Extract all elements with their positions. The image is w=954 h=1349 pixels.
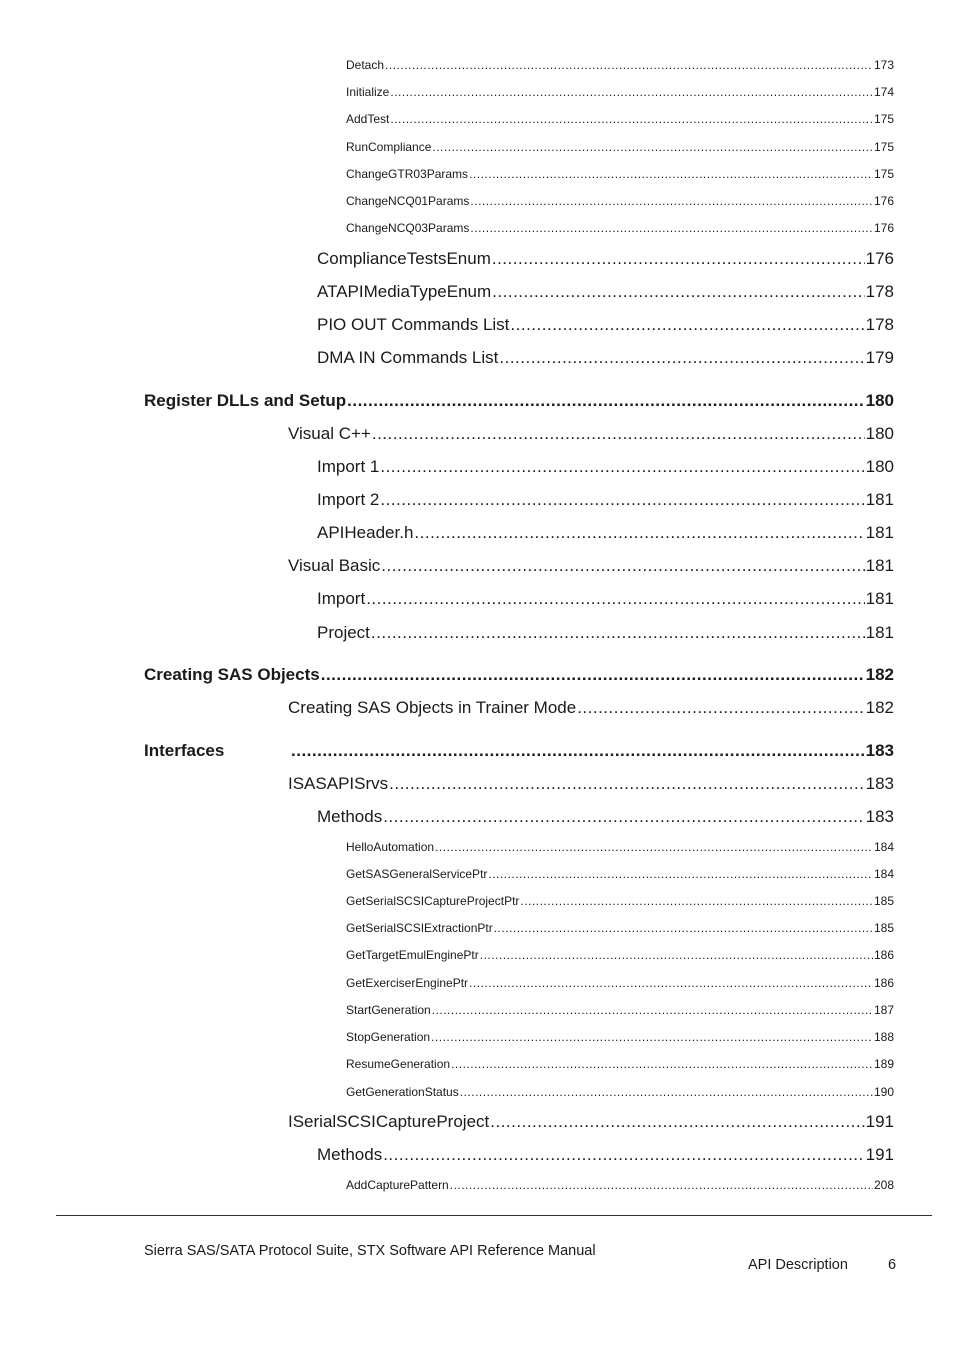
leader-dots [371,623,865,643]
leader-dots [380,490,864,510]
toc-entry[interactable] [317,249,894,269]
leader-dots [321,665,865,685]
toc-entry[interactable] [288,556,894,576]
leader-dots [389,774,864,794]
toc-entry[interactable] [346,1085,894,1099]
toc-entry[interactable] [346,840,894,854]
toc-entry-label: DMA IN Commands List [317,348,499,367]
toc-entry-page: 179 [865,348,894,367]
toc-entry-page: 176 [873,194,894,208]
leader-dots [432,140,873,154]
toc-entry[interactable] [317,1145,894,1165]
toc-entry[interactable] [317,623,894,643]
toc-chapter[interactable] [144,665,894,685]
toc-entry-page: 180 [865,424,894,443]
toc-entry-page: 174 [873,85,894,99]
toc-entry-page: 178 [865,282,894,301]
leader-dots [469,167,873,181]
toc-entry-label: Creating SAS Objects in Trainer Mode [288,698,577,717]
toc-entry[interactable] [288,774,894,794]
toc-entry[interactable] [317,490,894,510]
toc-entry-page: 180 [865,391,894,410]
toc-entry-label: Visual C++ [288,424,371,443]
toc-entry[interactable] [346,221,894,235]
toc-entry-label: Methods [317,1145,383,1164]
toc-entry[interactable] [346,976,894,990]
toc-entry-label: HelloAutomation [346,840,435,854]
toc-entry-page: 182 [865,698,894,717]
toc-entry-page: 181 [865,490,894,509]
leader-dots [470,221,873,235]
toc-entry[interactable] [317,315,894,335]
leader-dots [347,391,864,411]
leader-dots [469,976,873,990]
toc-entry-label: Detach [346,58,385,72]
toc-entry-page: 180 [865,457,894,476]
leader-dots [381,556,864,576]
leader-dots [520,894,873,908]
leader-dots [366,589,864,609]
toc-entry-label: GetTargetEmulEnginePtr [346,948,479,962]
toc-entry[interactable] [346,85,894,99]
leader-dots [435,840,873,854]
footer-divider [56,1215,932,1216]
toc-entry[interactable] [346,58,894,72]
toc-entry-label: StopGeneration [346,1030,431,1044]
toc-entry-label: GetSerialSCSIExtractionPtr [346,921,493,935]
toc-entry-page: 191 [865,1112,894,1131]
toc-entry-page: 191 [865,1145,894,1164]
toc-entry-label: AddCapturePattern [346,1178,449,1192]
toc-entry-page: 175 [873,140,894,154]
toc-entry-page: 208 [873,1178,894,1192]
toc-entry[interactable] [346,867,894,881]
toc-entry-label: RunCompliance [346,140,432,154]
leader-dots [492,249,865,269]
toc-entry[interactable] [317,589,894,609]
toc-entry-page: 184 [873,867,894,881]
toc-entry-page: 181 [865,556,894,575]
toc-entry-page: 181 [865,623,894,642]
toc-entry-label: Interfaces [144,741,225,760]
leader-dots [510,315,864,335]
toc-entry-page: 186 [873,976,894,990]
toc-entry-page: 183 [865,807,894,826]
toc-entry-label: ComplianceTestsEnum [317,249,491,268]
toc-entry-page: 190 [873,1085,894,1099]
toc-entry-page: 175 [873,167,894,181]
leader-dots [577,698,864,718]
footer-section-name: API Description [748,1257,848,1273]
leader-dots [383,1145,864,1165]
toc-entry-label: GetGenerationStatus [346,1085,459,1099]
leader-dots [480,948,873,962]
toc-entry[interactable] [317,348,894,368]
toc-entry-label: Register DLLs and Setup [144,391,347,410]
toc-entry-label: AddTest [346,112,390,126]
toc-entry[interactable] [317,282,894,302]
toc-entry-page: 187 [873,1003,894,1017]
toc-entry[interactable] [346,112,894,126]
toc-entry[interactable] [317,457,894,477]
toc-chapter[interactable] [144,391,894,411]
toc-entry[interactable] [346,140,894,154]
toc-entry-label: ISASAPISrvs [288,774,389,793]
leader-dots [460,1085,873,1099]
toc-entry-label: ChangeGTR03Params [346,167,469,181]
toc-entry[interactable] [346,167,894,181]
leader-dots [385,58,873,72]
toc-entry[interactable] [317,807,894,827]
toc-entry-page: 188 [873,1030,894,1044]
leader-dots [494,921,873,935]
toc-entry[interactable] [346,1057,894,1071]
leader-dots [390,112,873,126]
toc-entry[interactable] [288,424,894,444]
toc-entry-label: GetSerialSCSICaptureProjectPtr [346,894,520,908]
toc-entry-label: GetSASGeneralServicePtr [346,867,488,881]
toc-entry-page: 175 [873,112,894,126]
toc-entry[interactable] [288,1112,894,1132]
toc-entry-page: 181 [865,589,894,608]
toc-entry-page: 189 [873,1057,894,1071]
leader-dots [470,194,873,208]
toc-entry-label: Visual Basic [288,556,381,575]
toc-entry-label: Initialize [346,85,390,99]
toc-entry-page: 173 [873,58,894,72]
leader-dots [414,523,864,543]
toc-entry[interactable] [346,894,894,908]
leader-dots [499,348,864,368]
leader-dots [390,85,873,99]
toc-entry-page: 178 [865,315,894,334]
toc-chapter[interactable] [144,741,894,761]
toc-entry-label: APIHeader.h [317,523,414,542]
leader-dots [488,867,873,881]
toc-entry-label: PIO OUT Commands List [317,315,510,334]
toc-entry-page: 183 [865,741,894,760]
leader-dots [380,457,864,477]
toc-entry-page: 181 [865,523,894,542]
toc-entry[interactable] [346,1030,894,1044]
toc-entry[interactable] [346,1003,894,1017]
toc-entry-label: GetExerciserEnginePtr [346,976,469,990]
toc-entry-label: ResumeGeneration [346,1057,451,1071]
leader-dots [492,282,864,302]
leader-dots [291,741,865,761]
toc-entry-label: Import [317,589,366,608]
toc-entry-page: 185 [873,921,894,935]
toc-entry-page: 185 [873,894,894,908]
toc-entry[interactable] [346,948,894,962]
toc-entry-page: 183 [865,774,894,793]
leader-dots [451,1057,873,1071]
leader-dots [431,1030,873,1044]
leader-dots [383,807,864,827]
toc-entry-label: StartGeneration [346,1003,431,1017]
toc-entry[interactable] [346,1178,894,1192]
leader-dots [372,424,865,444]
toc-entry-page: 176 [873,221,894,235]
toc-entry-label: ATAPIMediaTypeEnum [317,282,492,301]
toc-entry-page: 186 [873,948,894,962]
toc-entry-label: ChangeNCQ01Params [346,194,470,208]
toc-entry[interactable] [346,921,894,935]
toc-entry-page: 184 [873,840,894,854]
toc-entry[interactable] [317,523,894,543]
toc-entry-page: 182 [865,665,894,684]
toc-entry[interactable] [288,698,894,718]
footer-page-number: 6 [888,1257,897,1273]
toc-entry-page: 176 [865,249,894,268]
toc-entry-label: ChangeNCQ03Params [346,221,470,235]
toc-entry-label: Creating SAS Objects [144,665,320,684]
leader-dots [450,1178,873,1192]
toc-entry-label: Import 2 [317,490,380,509]
leader-dots [432,1003,873,1017]
leader-dots [490,1112,864,1132]
toc-entry-label: Methods [317,807,383,826]
toc-entry-label: Import 1 [317,457,380,476]
toc-entry[interactable] [346,194,894,208]
toc-entry-label: ISerialSCSICaptureProject [288,1112,490,1131]
toc-entry-label: Project [317,623,370,642]
footer-document-title: Sierra SAS/SATA Protocol Suite, STX Software API Reference Manual [144,1243,596,1259]
